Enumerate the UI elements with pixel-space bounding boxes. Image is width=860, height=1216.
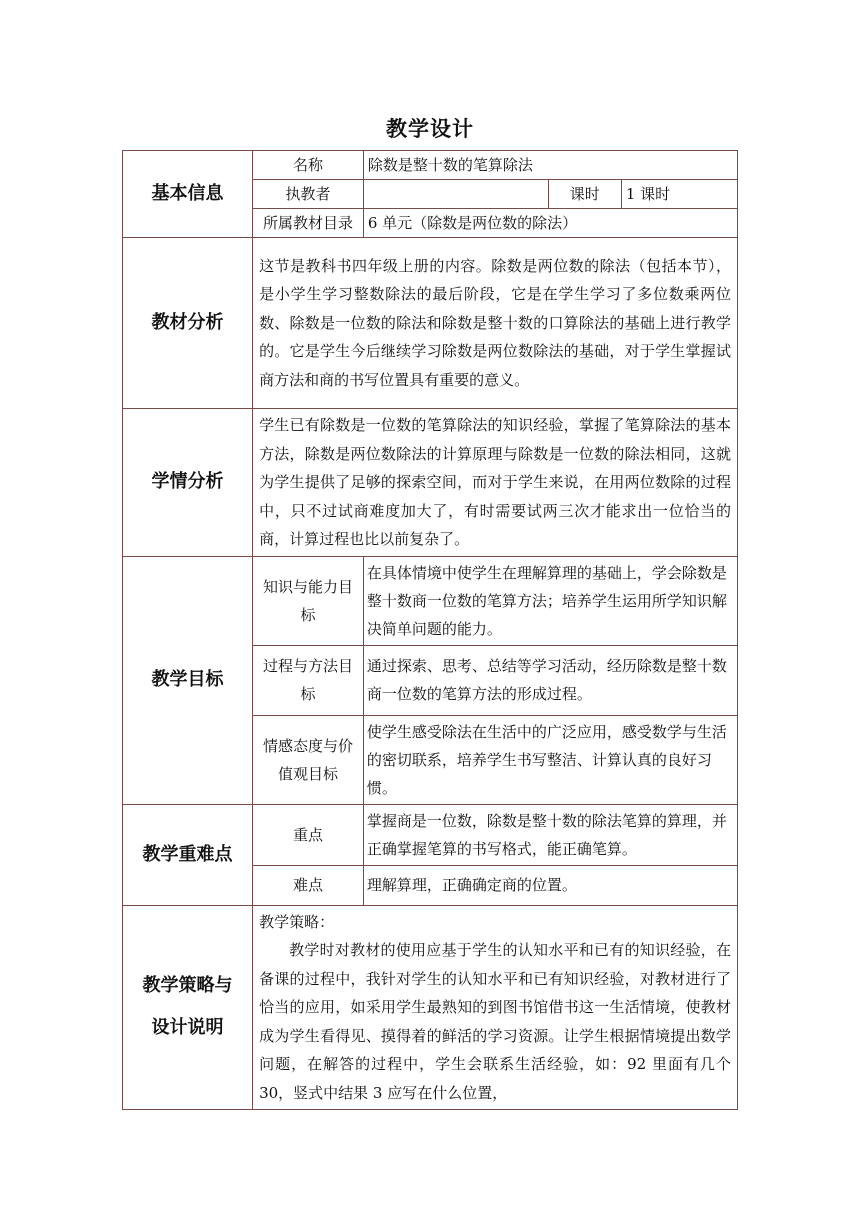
strategy-intro: 教学策略： [259, 912, 335, 931]
strategy-cell [253, 905, 738, 1110]
material-analysis-text: 这节是教科书四年级上册的内容。除数是两位数的除法（包括本节），是小学生学习整数除法的最后阶段，它是在学生学习了多位数乘两位数、除数是一位数的除法和除数是整十数的口算除法的基础上进行教学的。它是学生今后继续学习除数是两位数除法的基础，对于学生掌握试商方法和商的书写位置具有重要的意义。 [253, 238, 738, 409]
material-analysis-row [123, 238, 738, 409]
difficult-point-label: 难点 [253, 865, 364, 905]
strategy-row [123, 905, 738, 1110]
objective-text-process: 通过探索、思考、总结等学习活动，经历除数是整十数商一位数的笔算方法的形成过程。 [363, 645, 737, 715]
key-point-label: 重点 [253, 804, 364, 865]
objective-label-attitude: 情感态度与价值观目标 [253, 715, 364, 804]
period-label: 课时 [548, 180, 621, 209]
catalog-value: 6 单元（除数是两位数的除法） [363, 209, 737, 238]
name-label: 名称 [253, 151, 364, 180]
objectives-heading: 教学目标 [123, 556, 253, 804]
objective-text-attitude: 使学生感受除法在生活中的广泛应用，感受数学与生活的密切联系，培养学生书写整洁、计算认真的良好习惯。 [363, 715, 737, 804]
material-analysis-heading: 教材分析 [123, 238, 253, 409]
key-point-row [123, 804, 738, 865]
objective-row-knowledge [123, 556, 738, 645]
difficult-point-text: 理解算理，正确确定商的位置。 [363, 865, 737, 905]
strategy-heading [123, 905, 253, 1110]
strategy-heading-line2: 设计说明 [151, 1017, 224, 1039]
page-title: 教学设计 [386, 117, 474, 141]
strategy-text: 教学时对教材的使用应基于学生的认知水平和已有的知识经验，在备课的过程中，我针对学生的认知水平和已有知识经验，对教材进行了恰当的应用，如采用学生最熟知的到图书馆借书这一生活情境，使教材成为学生看得见、摸得着的鲜活的学习资源。让学生根据情境提出数学问题，在解答的过程中，学生会联系生活经验，如：92 里面有几个 30，竖式中结果 3 应写在什么位置， [259, 941, 731, 1102]
name-value: 除数是整十数的笔算除法 [363, 151, 737, 180]
key-point-text: 掌握商是一位数，除数是整十数的除法笔算的算理，并正确掌握笔算的书写格式，能正确笔算。 [363, 804, 737, 865]
basic-info-row-name [123, 151, 738, 180]
objective-text-knowledge: 在具体情境中使学生在理解算理的基础上，学会除数是整十数商一位数的笔算方法；培养学生运用所学知识解决简单问题的能力。 [363, 556, 737, 645]
lesson-design-table [122, 150, 738, 1110]
objective-label-process: 过程与方法目标 [253, 645, 364, 715]
basic-info-heading: 基本信息 [123, 151, 253, 238]
student-analysis-heading: 学情分析 [123, 409, 253, 557]
teacher-label: 执教者 [253, 180, 364, 209]
student-analysis-text: 学生已有除数是一位数的笔算除法的知识经验，掌握了笔算除法的基本方法，除数是两位数除法的计算原理与除数是一位数的除法相同，这就为学生提供了足够的探索空间，而对于学生来说，在用两位数除的过程中，只不过试商难度加大了，有时需要试两三次才能求出一位恰当的商，计算过程也比以前复杂了。 [253, 409, 738, 557]
student-analysis-row [123, 409, 738, 557]
objective-label-knowledge: 知识与能力目标 [253, 556, 364, 645]
strategy-heading-line1: 教学策略与 [142, 975, 233, 997]
catalog-label: 所属教材目录 [253, 209, 364, 238]
period-value: 1 课时 [621, 180, 737, 209]
teacher-value [363, 180, 548, 209]
key-points-heading: 教学重难点 [123, 804, 253, 905]
